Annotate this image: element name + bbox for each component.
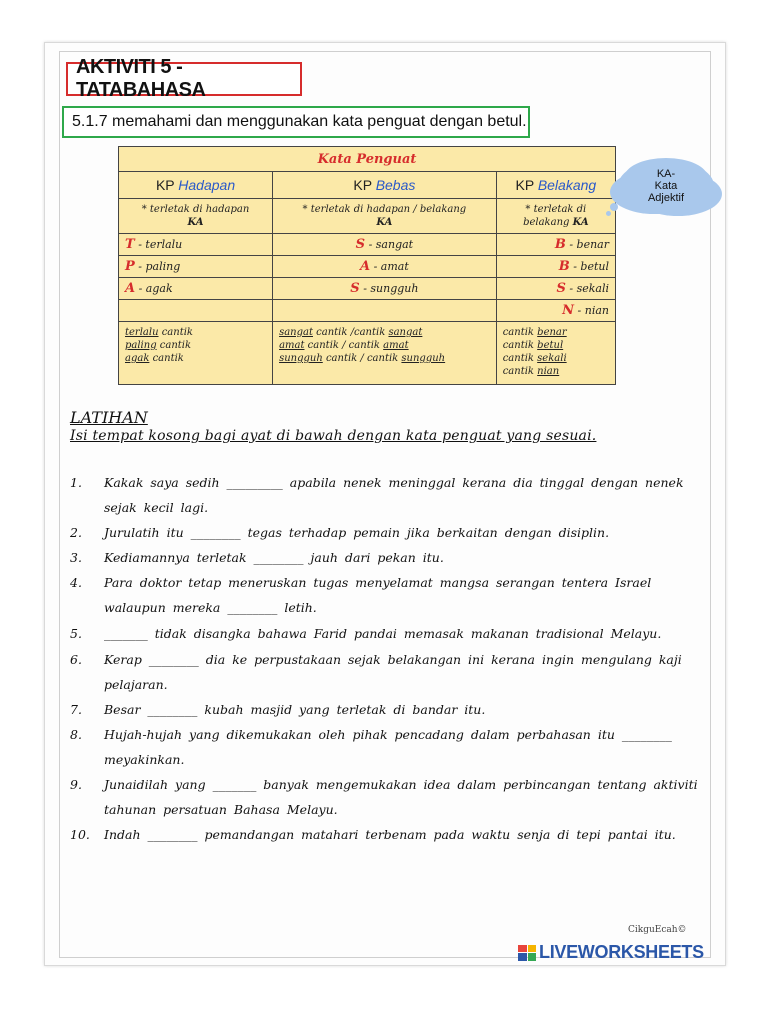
kata-penguat-table	[118, 146, 616, 385]
col-head-belakang: KP Belakang	[496, 172, 615, 199]
brand-label: LIVEWORKSHEETS	[539, 942, 704, 962]
liveworksheets-brand[interactable]	[518, 942, 704, 963]
desc-belakang: * terletak di belakang KA	[496, 199, 615, 234]
examples-row	[119, 322, 616, 385]
table-title: Kata Penguat	[119, 147, 616, 172]
ka-thought-cloud: KA- Kata Adjektif	[618, 160, 714, 212]
activity-title: AKTIVITI 5 - TATABAHASA	[66, 62, 302, 96]
table-row: N - nian	[119, 300, 616, 322]
exercise-heading: LATIHAN	[70, 408, 148, 427]
author-credit: CikguEcah©	[628, 925, 687, 935]
desc-hadapan: * terletak di hadapan KA	[119, 199, 273, 234]
thought-bubble-dot	[606, 211, 611, 216]
examples-hadapan: terlalu cantik paling cantik agak cantik	[119, 322, 273, 385]
examples-belakang: cantik benar cantik betul cantik sekali cantik nian	[496, 322, 615, 385]
learning-objective: 5.1.7 memahami dan menggunakan kata penguat dengan betul.	[62, 106, 530, 138]
desc-bebas: * terletak di hadapan / belakang KA	[273, 199, 497, 234]
col-head-hadapan: KP Hadapan	[119, 172, 273, 199]
examples-bebas: sangat cantik /cantik sangat amat cantik / cantik amat sungguh cantik / cantik sungguh	[273, 322, 497, 385]
liveworksheets-logo-icon	[518, 945, 536, 961]
thought-bubble-dot	[610, 203, 618, 211]
table-row: T - terlalu S - sangat B - benar	[119, 234, 616, 256]
table-row: P - paling A - amat B - betul	[119, 256, 616, 278]
table-row: A - agak S - sungguh S - sekali	[119, 278, 616, 300]
col-head-bebas: KP Bebas	[273, 172, 497, 199]
exercise-instruction: Isi tempat kosong bagi ayat di bawah dengan kata penguat yang sesuai.	[70, 428, 597, 444]
